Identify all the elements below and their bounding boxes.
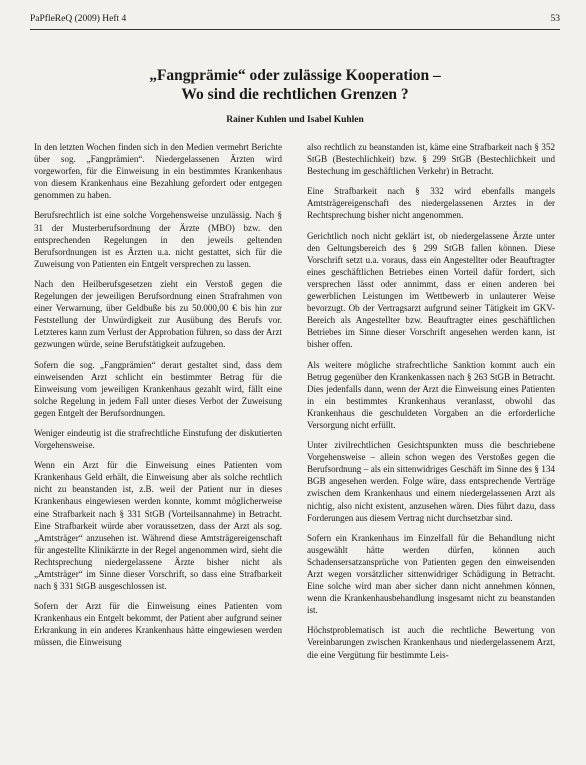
paragraph: Höchstproblematisch ist auch die rechtliche Bewertung von Vereinbarungen zwischen Krankenhaus und niedergelassenem Arzt, die eine Vergütung für bestimmte Leis- <box>307 625 555 660</box>
right-column <box>307 141 555 669</box>
article-authors: Rainer Kuhlen und Isabel Kuhlen <box>226 115 364 125</box>
paragraph: Sofern ein Krankenhaus im Einzelfall für die Behandlung nicht ausgewählt hätte werden dürfen, können auch Schadensersatzansprüche von Patienten gegen den einweisenden Arzt wegen vorsätzlicher sittenwidriger Schädigung in Betracht. Eine solche wird man aber sicher dann nicht annehmen können, wenn die Krankenhausbehandlung insgesamt nicht zu beanstanden ist. <box>307 532 555 616</box>
paragraph: Weniger eindeutig ist die strafrechtliche Einstufung der diskutierten Vorgehensweise. <box>34 427 282 451</box>
paragraph: Berufsrechtlich ist eine solche Vorgehensweise unzulässig. Nach § 31 der Musterberufsordnung der Ärzte (MBO) bzw. den entsprechenden Regelungen in den jeweils geltenden Berufsordnungen ist es Ärzten u.a. nicht gestattet, sich für die Zuweisung von Patienten ein Entgelt versprechen zu lassen. <box>34 210 282 269</box>
paragraph: In den letzten Wochen finden sich in den Medien vermehrt Berichte über sog. „Fangprämien“. Niedergelassenen Ärzten wird vorgeworfen, für die Einweisung in ein bestimmtes Krankenhaus von diesem Krankenhaus eine Bezahlung gefordert oder entgegen genommen zu haben. <box>34 142 282 201</box>
header-rule <box>30 29 560 30</box>
journal-issue: PaPfleReQ (2009) Heft 4 <box>30 14 127 24</box>
article-title <box>30 66 560 104</box>
left-column <box>34 141 282 657</box>
paragraph: Eine Strafbarkeit nach § 332 wird ebenfalls mangels Amtsträgereigenschaft des niedergelassenen Arztes in der Rechtsprechung bisher nicht angenommen. <box>307 186 555 221</box>
paragraph: Sofern der Arzt für die Einweisung eines Patienten vom Krankenhaus ein Entgelt bekommt, der Patient aber aufgrund seiner Erkrankung in ein anderes Krankenhaus hätte eingewiesen werden müssen, die Einweisung <box>34 601 282 648</box>
title-line-2: Wo sind die rechtlichen Grenzen ? <box>181 86 409 103</box>
paragraph: Unter zivilrechtlichen Gesichtspunkten muss die beschriebene Vorgehensweise – allein schon wegen des Verstoßes gegen die Berufsordnung – als ein sittenwidriges Geschäft im Sinne des § 134 BGB angesehen werden. Folge wäre, dass entsprechende Verträge zwischen dem Krankenhaus und einem niedergelassenen Arzt als nichtig, also nicht existent, anzusehen wären. Dies führt dazu, dass Forderungen aus diesem Vertrag nicht durchsetzbar sind. <box>307 440 555 523</box>
title-line-1: „Fangprämie“ oder zulässige Kooperation – <box>149 67 441 84</box>
paragraph: also rechtlich zu beanstanden ist, käme eine Strafbarkeit nach § 352 StGB (Bestechlichkeit) bzw. § 299 StGB (Bestechlichkeit und Bestechung im geschäftlichen Verkehr) in Betracht. <box>307 142 555 177</box>
page-number: 53 <box>550 14 560 24</box>
paragraph: Als weitere mögliche strafrechtliche Sanktion kommt auch ein Betrug gegenüber den Krankenkassen nach § 263 StGB in Betracht. Dies jedenfalls dann, wenn der Arzt die Einweisung eines Patienten in ein bestimmtes Krankenhaus veranlasst, obwohl das Krankenhaus die geschuldeten Vorgaben an die erforderliche Versorgung nicht erfüllt. <box>307 359 555 430</box>
paragraph: Sofern die sog. „Fangprämien“ derart gestaltet sind, dass dem einweisenden Arzt schlicht ein bestimmter Betrag für die Einweisung vom jeweiligen Krankenhaus gezahlt wird, fällt eine solche Regelung in jedem Fall unter dieses Verbot der Zuweisung gegen Entgelt der Berufsordnungen. <box>34 359 282 418</box>
paragraph: Wenn ein Arzt für die Einweisung eines Patienten vom Krankenhaus Geld erhält, die Einweisung aber als solche rechtlich nicht zu beanstanden ist, z.B. weil der Patient nur in dieses Krankenhaus eingewiesen werden konnte, kommt möglicherweise eine Strafbarkeit nach § 331 StGB (Vorteilsannahme) in Betracht. Eine Strafbarkeit würde aber voraussetzen, dass der Arzt als sog. „Amtsträger“ anzusehen ist. Während diese Amtsträgereigenschaft für angestellte Klinikärzte in der Regel angenommen wird, sieht die Rechtsprechung niedergelassene Ärzte bisher nicht als „Amtsträger“ im Sinne dieser Vorschrift, so dass eine Strafbarkeit nach § 331 StGB ausgeschlossen ist. <box>34 460 282 592</box>
running-head <box>30 14 560 25</box>
paragraph: Gerichtlich noch nicht geklärt ist, ob niedergelassene Ärzte unter den Geltungsbereich des § 299 StGB fallen können. Diese Vorschrift setzt u.a. voraus, dass ein Angestellter oder Beauftragter eines geschäftlichen Betriebes einen Vorteil dafür fordert, sich versprechen lässt oder annimmt, dass er einen anderen bei gewerblichen Leistungen im Wettbewerb in unlauterer Weise bevorzugt. Ob der Vertragsarzt aufgrund seiner Tätigkeit im GKV-Bereich als Angestellter bzw. Beauftragter eines geschäftlichen Betriebes im Sinne dieser Vorschrift angesehen werden kann, ist bisher offen. <box>307 230 555 350</box>
paragraph: Nach den Heilberufsgesetzen zieht ein Verstoß gegen die Regelungen der jeweiligen Berufsordnung einen Strafrahmen von einer Verwarnung, über Geldbuße bis zu 50.000,00 € bis hin zur Feststellung der Unwürdigkeit zur Ausübung des Berufs vor. Letzteres kann zum Verlust der Approbation führen, so dass der Arzt gezwungen würde, seine Berufstätigkeit aufzugeben. <box>34 278 282 350</box>
